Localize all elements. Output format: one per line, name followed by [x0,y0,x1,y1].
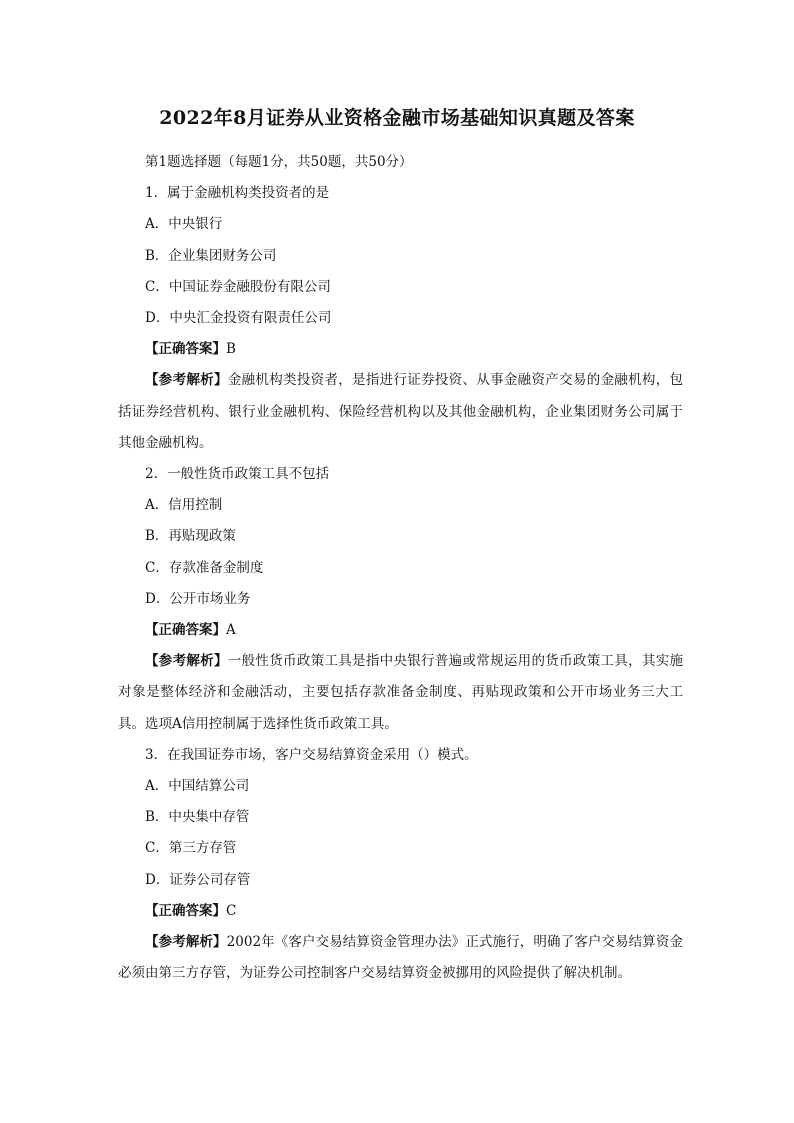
option-b: B．企业集团财务公司 [145,247,277,264]
answer-value: C [226,902,237,919]
document-body [118,147,683,989]
answer-label: 【正确答案】 [145,902,226,919]
document-title: 2022年8月证券从业资格金融市场基础知识真题及答案 [159,107,635,129]
answer-value: A [226,622,236,639]
analysis-paragraph [118,646,683,740]
option-a: A．中央银行 [145,216,223,233]
answer-line [118,334,683,365]
option-b: B．再贴现政策 [145,528,236,545]
question-stem: 1．属于金融机构类投资者的是 [145,185,330,202]
question-3 [118,740,683,990]
question-2 [118,459,683,740]
analysis-label: 【参考解析】 [145,653,228,670]
section-heading: 第1题选择题（每题1分，共50题，共50分） [145,154,413,170]
question-stem: 3．在我国证券市场，客户交易结算资金采用（）模式。 [145,746,478,763]
option-a: A．中国结算公司 [145,778,250,795]
option-a: A．信用控制 [145,497,223,514]
answer-line [118,896,683,927]
option-d: D．证券公司存管 [145,871,251,888]
answer-label: 【正确答案】 [145,622,226,639]
analysis-label: 【参考解析】 [145,934,227,951]
analysis-text: 2002年《客户交易结算资金管理办法》正式施行，明确了客户交易结算资金必须由第三方存管，为证券公司控制客户交易结算资金被挪用的风险提供了解决机制。 [118,934,683,982]
analysis-paragraph [118,927,683,989]
question-stem: 2．一般性货币政策工具不包括 [145,466,330,483]
answer-line [118,615,683,646]
question-1 [118,178,683,459]
answer-label: 【正确答案】 [145,341,226,358]
option-c: C．中国证券金融股份有限公司 [145,278,331,295]
analysis-paragraph [118,365,683,459]
answer-value: B [226,341,236,358]
analysis-label: 【参考解析】 [145,372,228,389]
option-b: B．中央集中存管 [145,809,250,826]
option-c: C．存款准备金制度 [145,559,264,576]
option-c: C．第三方存管 [145,840,237,857]
option-d: D．中央汇金投资有限责任公司 [145,310,332,327]
analysis-text: 一般性货币政策工具是指中央银行普遍或常规运用的货币政策工具，其实施对象是整体经济和金融活动，主要包括存款准备金制度、再贴现政策和公开市场业务三大工具。选项A信用控制属于选择性货币政策工具。 [118,653,684,732]
option-d: D．公开市场业务 [145,590,251,607]
analysis-text: 金融机构类投资者，是指进行证券投资、从事金融资产交易的金融机构，包括证券经营机构、银行业金融机构、保险经营机构以及其他金融机构，企业集团财务公司属于其他金融机构。 [118,372,684,451]
